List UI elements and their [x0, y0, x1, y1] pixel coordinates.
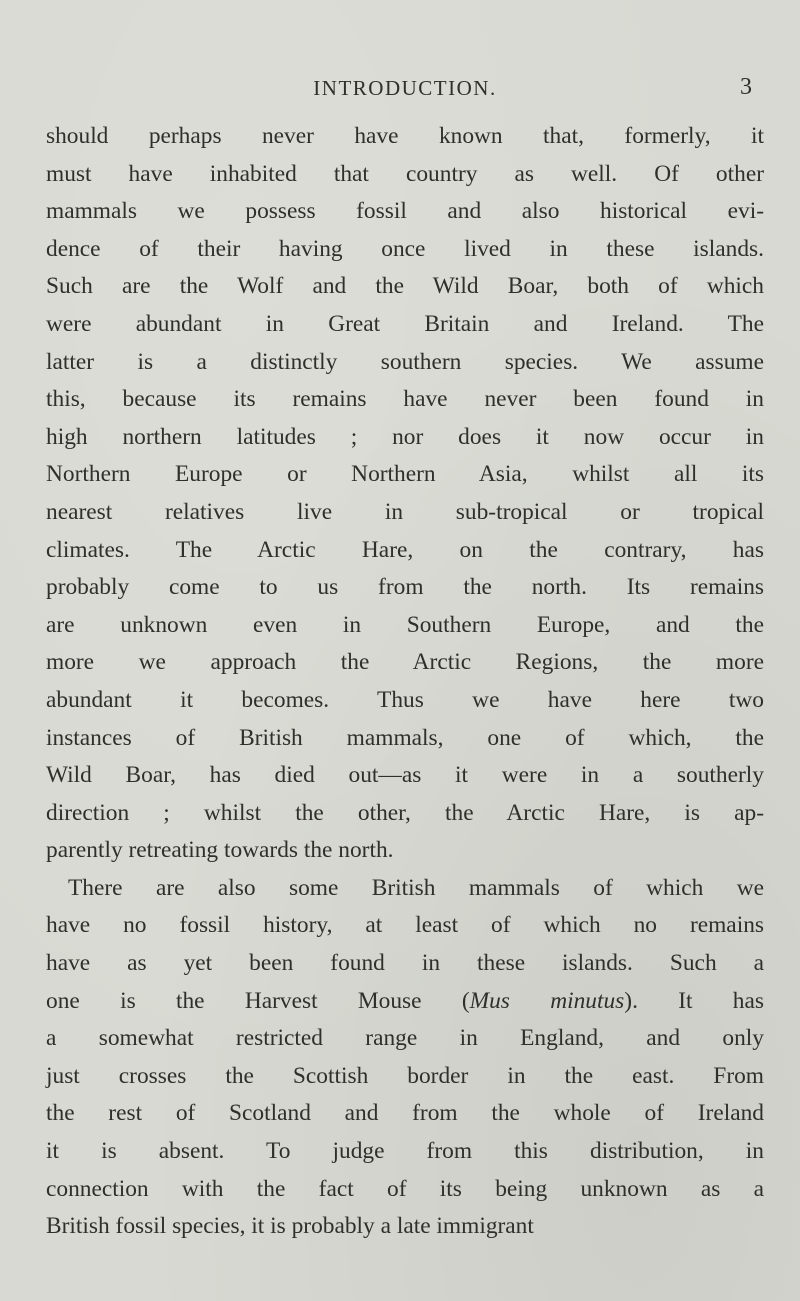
text-line: this, because its remains have never been found in — [46, 386, 764, 413]
text-line: the rest of Scotland and from the whole of Ireland — [46, 1100, 764, 1127]
text-line: instances of British mammals, one of which, the — [46, 724, 764, 751]
running-head — [46, 76, 764, 110]
paragraph-1 — [46, 118, 764, 870]
text-line: nearest relatives live in sub-tropical or tropical — [46, 498, 764, 525]
paragraph-2 — [46, 870, 764, 1246]
text-line: parently retreating towards the north. — [46, 837, 394, 864]
text-segment: ). It has — [624, 987, 764, 1014]
text-line: mammals we possess fossil and also historical evi- — [46, 198, 764, 225]
text-line: it is absent. To judge from this distribution, in — [46, 1138, 764, 1165]
text-line: dence of their having once lived in these islands. — [46, 235, 764, 262]
text-line: have no fossil history, at least of which no remains — [46, 912, 764, 939]
text-line: direction ; whilst the other, the Arctic Hare, is ap- — [46, 799, 764, 826]
text-line: high northern latitudes ; nor does it now occur in — [46, 423, 764, 450]
text-line: British fossil species, it is probably a late immigrant — [46, 1213, 534, 1240]
text-line-with-species-name — [46, 983, 764, 1021]
text-segment: one is the Harvest Mouse ( — [46, 987, 470, 1014]
text-line: must have inhabited that country as well. Of other — [46, 160, 764, 187]
text-line: have as yet been found in these islands. Such a — [46, 950, 764, 977]
text-line: Wild Boar, has died out—as it were in a southerly — [46, 762, 764, 789]
text-line: should perhaps never have known that, formerly, it — [46, 123, 764, 149]
text-line: climates. The Arctic Hare, on the contrary, has — [46, 536, 764, 563]
text-line: Northern Europe or Northern Asia, whilst all its — [46, 461, 764, 488]
text-line: Such are the Wolf and the Wild Boar, both of which — [46, 273, 764, 300]
page-number: 3 — [740, 74, 752, 100]
text-line: more we approach the Arctic Regions, the more — [46, 649, 764, 676]
chapter-title: INTRODUCTION. — [313, 76, 497, 100]
body-text — [46, 118, 764, 1246]
text-line: just crosses the Scottish border in the east. From — [46, 1062, 764, 1089]
text-line: abundant it becomes. Thus we have here two — [46, 686, 764, 713]
text-line: were abundant in Great Britain and Ireland. The — [46, 310, 764, 337]
species-name: Mus minutus — [469, 987, 625, 1014]
text-line: a somewhat restricted range in England, and only — [46, 1025, 764, 1052]
text-line: There are also some British mammals of which we — [68, 874, 764, 901]
text-line: are unknown even in Southern Europe, and the — [46, 611, 764, 638]
text-line: probably come to us from the north. Its remains — [46, 574, 764, 601]
text-line: latter is a distinctly southern species. We assume — [46, 348, 764, 375]
text-line: connection with the fact of its being unknown as a — [46, 1175, 764, 1202]
